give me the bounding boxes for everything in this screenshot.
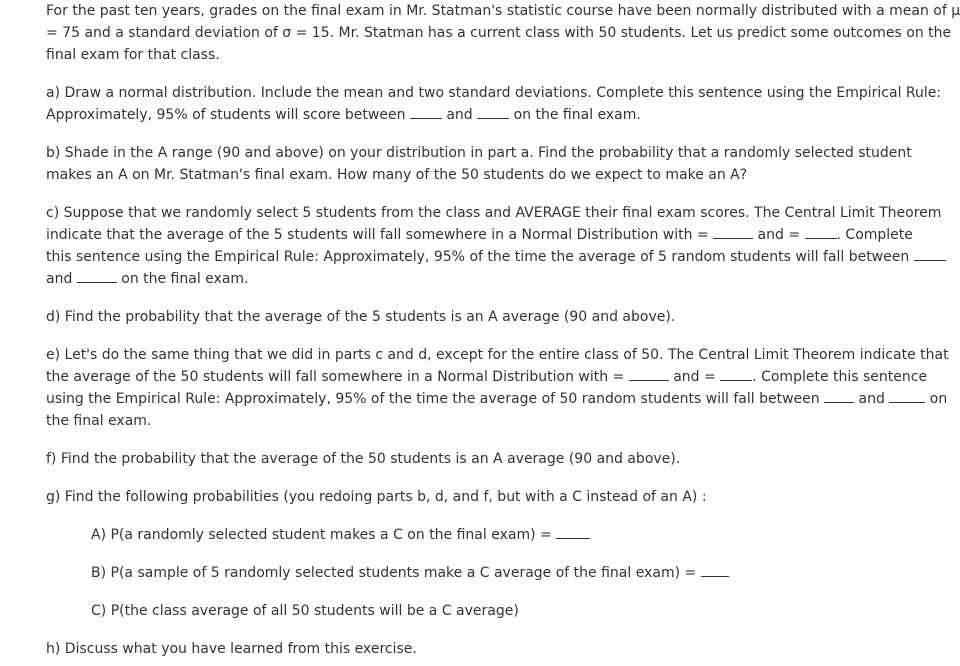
answer-blank — [556, 526, 590, 539]
intro-line-1: For the past ten years, grades on the final exam in Mr. Statman's statistic course have been normally distributed with a mean of μ — [46, 3, 960, 19]
part-b-paragraph — [46, 142, 912, 186]
part-a-line-2 — [46, 104, 898, 126]
part-e-line-1: e) Let's do the same thing that we did in parts c and d, except for the entire class of 50. The Central Limit Theorem indicate that — [46, 347, 949, 363]
part-d-line-1: d) Find the probability that the average of the 5 students is an A average (90 and above). — [46, 309, 676, 325]
part-e-text: . Complete this sentence — [752, 369, 928, 385]
answer-blank — [629, 368, 669, 381]
part-e-text: on — [925, 391, 948, 407]
part-c-text: and — [46, 271, 77, 287]
part-e-paragraph — [46, 344, 949, 432]
part-a-paragraph — [46, 82, 942, 126]
answer-blank — [889, 390, 925, 403]
answer-blank — [805, 226, 837, 239]
part-g-item-a-text: A) P(a randomly selected student makes a C on the final exam) = — [91, 527, 557, 543]
part-d-paragraph — [46, 306, 898, 328]
answer-blank — [410, 106, 442, 119]
part-e-line-4: the final exam. — [46, 413, 152, 429]
part-g-item-b-text: B) P(a sample of 5 randomly selected students make a C average of the final exam) = — [91, 565, 701, 581]
part-e-text: the average of the 50 students will fall somewhere in a Normal Distribution with = — [46, 369, 629, 385]
part-b-line-1: b) Shade in the A range (90 and above) on your distribution in part a. Find the probability that a randomly selected student — [46, 145, 912, 161]
answer-blank — [713, 226, 753, 239]
part-e-text: and = — [668, 369, 721, 385]
part-c-line-2 — [46, 224, 913, 246]
part-b-line-2: makes an A on Mr. Statman's final exam. How many of the 50 students do we expect to make an A? — [46, 167, 748, 183]
intro-line-3: final exam for that class. — [46, 47, 220, 63]
part-c-line-3 — [46, 246, 914, 268]
part-f-line-1: f) Find the probability that the average of the 50 students is an A average (90 and above). — [46, 451, 681, 467]
part-c-text: . Complete — [836, 227, 913, 243]
part-f-paragraph — [46, 448, 898, 470]
part-g-item-a — [91, 524, 590, 546]
part-c-text: this sentence using the Empirical Rule: Approximately, 95% of the time the average of 5 random students will fall between — [46, 249, 914, 265]
part-e-text: using the Empirical Rule: Approximately, 95% of the time the average of 50 random students will fall between — [46, 391, 825, 407]
part-c-text: on the final exam. — [116, 271, 249, 287]
part-a-text: Approximately, 95% of students will score between — [46, 107, 410, 123]
part-g-item-b — [91, 562, 729, 584]
part-c-paragraph — [46, 202, 942, 290]
intro-line-2: = 75 and a standard deviation of σ = 15. Mr. Statman has a current class with 50 students. Let us predict some outcomes on the — [46, 25, 952, 41]
answer-blank — [701, 564, 729, 577]
part-c-text: and = — [753, 227, 805, 243]
part-g-item-c — [91, 600, 519, 622]
answer-blank — [914, 248, 946, 261]
part-a-text: on the final exam. — [509, 107, 641, 123]
part-e-line-3 — [46, 388, 948, 410]
part-e-text: and — [854, 391, 890, 407]
part-g-paragraph — [46, 486, 898, 508]
part-g-item-c-text: C) P(the class average of all 50 students will be a C average) — [91, 603, 519, 619]
part-c-line-4 — [46, 268, 898, 290]
answer-blank — [77, 270, 117, 283]
answer-blank — [477, 106, 509, 119]
part-a-line-1: a) Draw a normal distribution. Include the mean and two standard deviations. Complete this sentence using the Empirical Rule: — [46, 85, 942, 101]
part-g-line-1: g) Find the following probabilities (you redoing parts b, d, and f, but with a C instead of an A) : — [46, 489, 707, 505]
part-h-paragraph — [46, 638, 898, 660]
part-c-line-1: c) Suppose that we randomly select 5 students from the class and AVERAGE their final exam scores. The Central Limit Theorem — [46, 205, 942, 221]
part-h-line-1: h) Discuss what you have learned from this exercise. — [46, 641, 417, 657]
intro-paragraph — [46, 0, 960, 66]
answer-blank — [720, 368, 752, 381]
part-c-text: indicate that the average of the 5 students will fall somewhere in a Normal Distribution with = — [46, 227, 714, 243]
part-e-line-2 — [46, 366, 928, 388]
part-a-text: and — [441, 107, 478, 123]
answer-blank — [824, 390, 854, 403]
